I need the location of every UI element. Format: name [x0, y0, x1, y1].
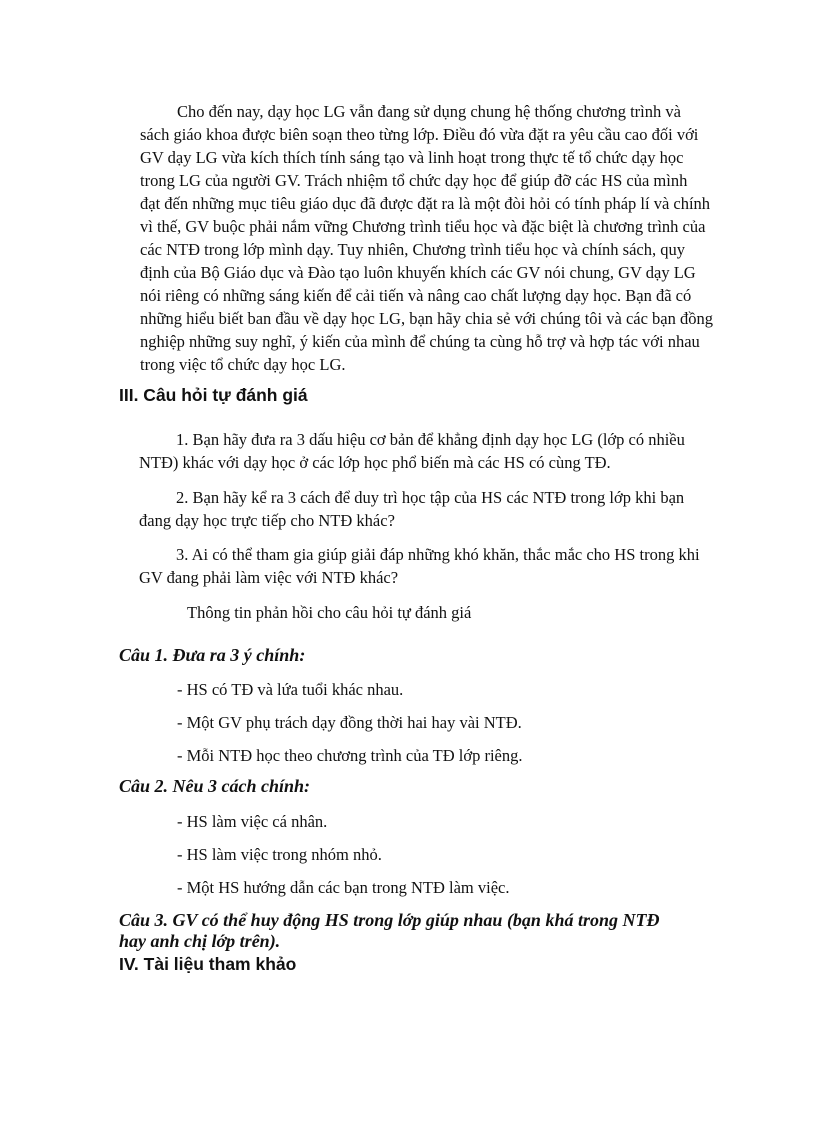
intro-line: đạt đến những mục tiêu giáo dục đã được đặt ra là một đòi hỏi có tính pháp lí và chính — [140, 194, 711, 213]
answer-1-item: - HS có TĐ và lứa tuổi khác nhau. — [177, 680, 404, 699]
answer-3-line: Câu 3. GV có thể huy động HS trong lớp giúp nhau (bạn khá trong NTĐ — [119, 910, 660, 930]
answer-1-item: - Một GV phụ trách dạy đồng thời hai hay vài NTĐ. — [177, 713, 522, 732]
answer-3-line: hay anh chị lớp trên). — [119, 931, 281, 951]
question-line: 3. Ai có thể tham gia giúp giải đáp những khó khăn, thắc mắc cho HS trong khi — [176, 545, 700, 564]
intro-line: nói riêng có những sáng kiến để cải tiến và nâng cao chất lượng dạy học. Bạn đã có — [140, 286, 692, 305]
question-line: đang dạy học trực tiếp cho NTĐ khác? — [139, 511, 395, 530]
question-3 — [139, 543, 709, 589]
answer-1-title: Câu 1. Đưa ra 3 ý chính: — [119, 645, 306, 665]
section-heading-3: III. Câu hỏi tự đánh giá — [119, 385, 308, 405]
answer-2-title: Câu 2. Nêu 3 cách chính: — [119, 776, 311, 796]
intro-line: trong LG của người GV. Trách nhiệm tổ chức dạy học để giúp đỡ các HS của mình — [140, 171, 688, 190]
intro-line: định của Bộ Giáo dục và Đào tạo luôn khuyến khích các GV nói chung, GV dạy LG — [140, 263, 696, 282]
question-1 — [139, 428, 709, 474]
intro-line: nghiệp những suy nghĩ, ý kiến của mình để chúng ta cùng hỗ trợ và hợp tác với nhau — [140, 332, 700, 351]
intro-line: vì thế, GV buộc phải nắm vững Chương trình tiểu học và đặc biệt là chương trình của — [140, 217, 706, 236]
question-2 — [139, 486, 709, 532]
answer-1-item: - Mỗi NTĐ học theo chương trình của TĐ lớp riêng. — [177, 746, 523, 765]
intro-line: trong việc tổ chức dạy học LG. — [140, 355, 346, 374]
question-line: GV đang phải làm việc với NTĐ khác? — [139, 568, 399, 587]
intro-line: GV dạy LG vừa kích thích tính sáng tạo và linh hoạt trong thực tế tổ chức dạy học — [140, 148, 684, 167]
answer-2-item: - HS làm việc trong nhóm nhỏ. — [177, 845, 382, 864]
answer-2-item: - Một HS hướng dẫn các bạn trong NTĐ làm việc. — [177, 878, 510, 897]
question-line: 2. Bạn hãy kể ra 3 cách để duy trì học tập của HS các NTĐ trong lớp khi bạn — [176, 488, 685, 507]
intro-line: sách giáo khoa được biên soạn theo từng lớp. Điều đó vừa đặt ra yêu cầu cao đối với — [140, 125, 699, 144]
question-line: NTĐ) khác với dạy học ở các lớp học phổ biến mà các HS có cùng TĐ. — [139, 453, 611, 472]
section-heading-4: IV. Tài liệu tham khảo — [119, 954, 297, 974]
answer-2-item: - HS làm việc cá nhân. — [177, 812, 328, 831]
question-line: 1. Bạn hãy đưa ra 3 dấu hiệu cơ bản để khẳng định dạy học LG (lớp có nhiều — [176, 430, 685, 449]
intro-line: những hiểu biết ban đầu về dạy học LG, bạn hãy chia sẻ với chúng tôi và các bạn đồng — [140, 309, 713, 328]
intro-line: các NTĐ trong lớp mình dạy. Tuy nhiên, Chương trình tiểu học và chính sách, quy — [140, 240, 685, 259]
intro-paragraph — [140, 100, 713, 376]
feedback-title: Thông tin phản hồi cho câu hỏi tự đánh giá — [187, 603, 472, 622]
intro-line: Cho đến nay, dạy học LG vẫn đang sử dụng chung hệ thống chương trình và — [177, 102, 681, 121]
